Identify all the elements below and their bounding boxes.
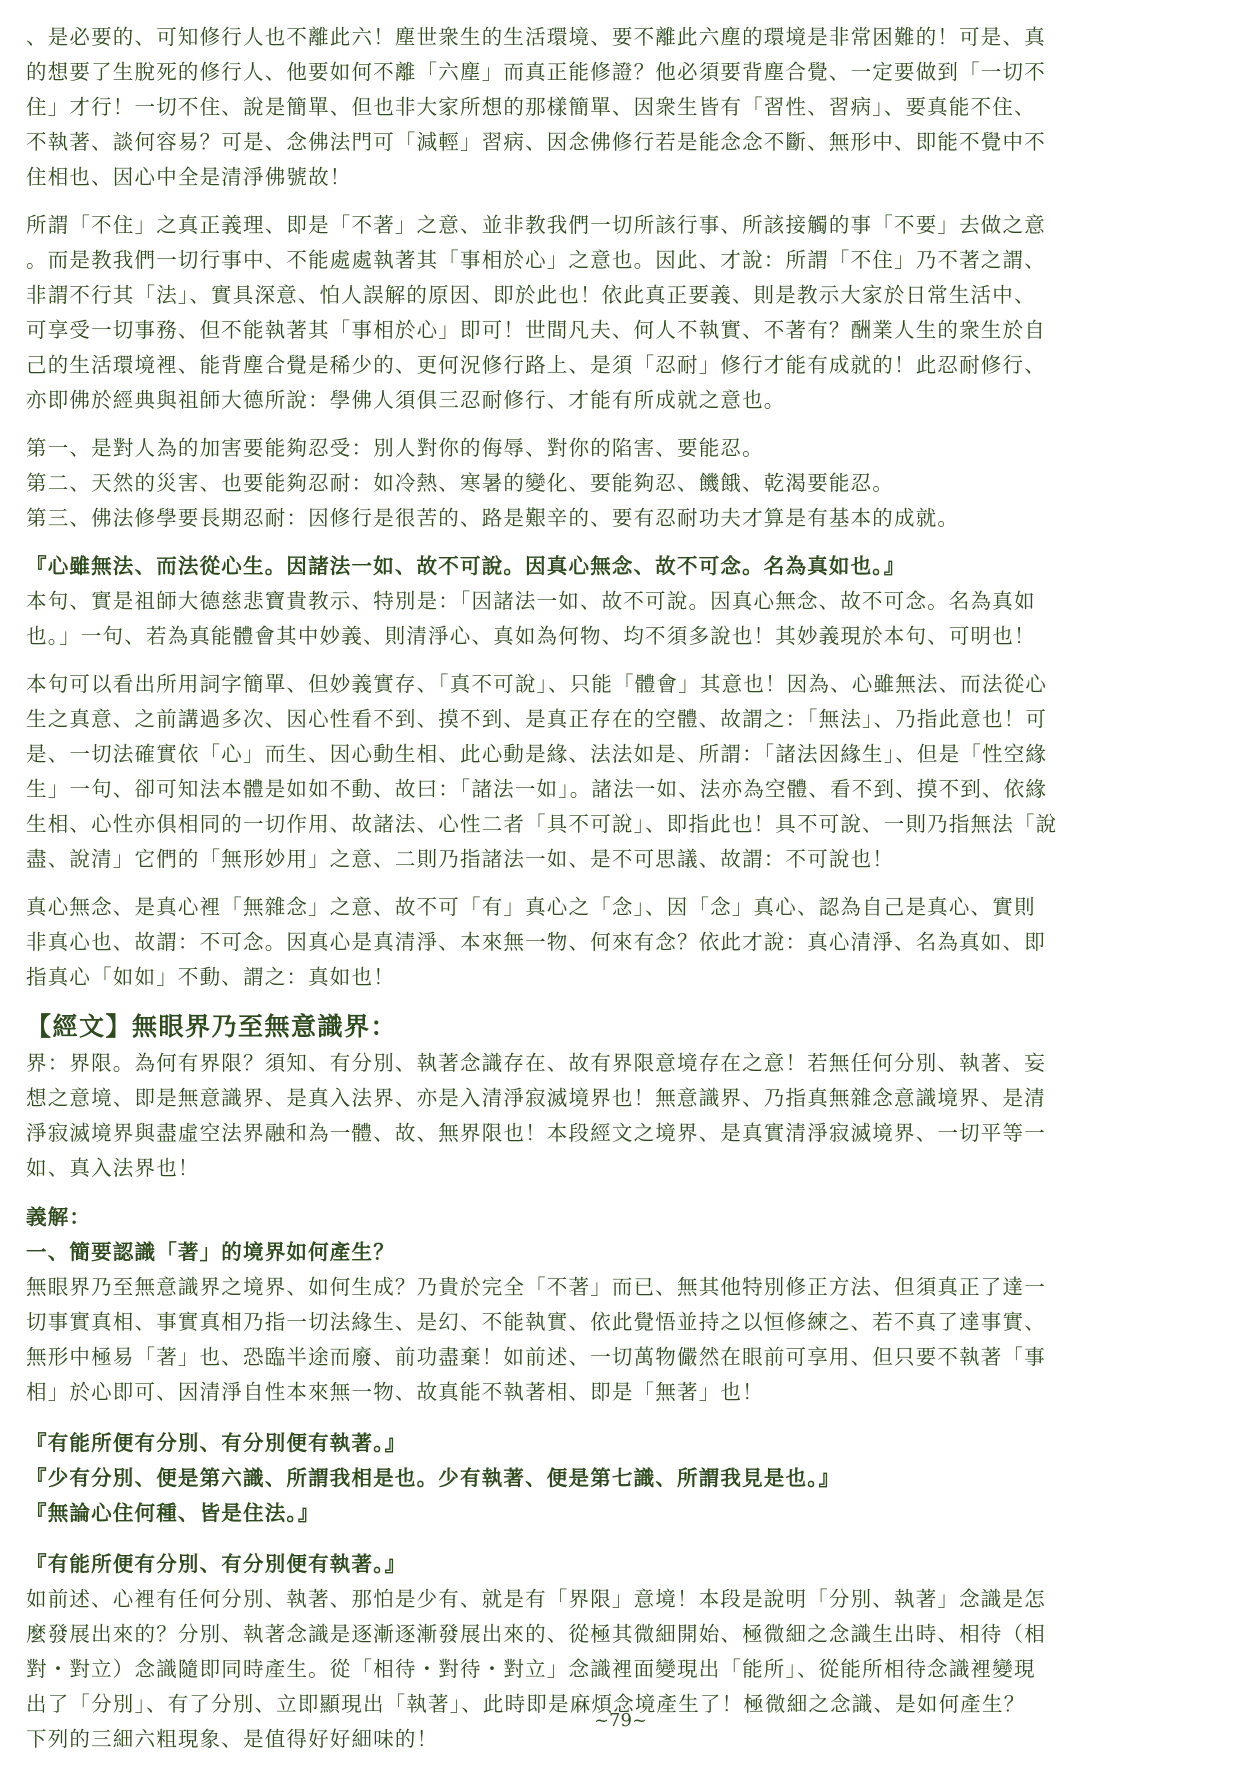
text-line: 不執著、談何容易？可是、念佛法門可「減輕」習病、因念佛修行若是能念念不斷、無形中、即能不覺中不 — [26, 130, 1046, 154]
text-line: 是、一切法確實依「心」而生、因心動生相、此心動是緣、法法如是、所謂：「諸法因緣生」、但是「性空緣 — [26, 742, 1048, 766]
text-line: 非謂不行其「法」、實具深意、怕人誤解的原因、即於此也！依此真正要義、則是教示大家於日常生活中、 — [26, 283, 1036, 307]
paragraph-2 — [26, 208, 1216, 418]
text-line: 切事實真相、事實真相乃指一切法緣生、是幻、不能執實、依此覺悟並持之以恒修練之、若不真了達事實、 — [26, 1310, 1046, 1334]
page-number: ~79~ — [593, 1710, 648, 1731]
bold-quote: 『心雖無法、而法從心生。因諸法一如、故不可說。因真心無念、故不可念。名為真如也。』 — [26, 554, 906, 578]
paragraph-quote-explanation — [26, 549, 1216, 654]
text-line: 。而是教我們一切行事中、不能處處執著其「事相於心」之意也。因此、才說：所謂「不住」乃不著之謂、 — [26, 248, 1046, 272]
text-line: 想之意境、即是無意識界、是真入法界、亦是入清淨寂滅境界也！無意識界、乃指真無雜念意識境界、是清 — [26, 1086, 1046, 1110]
text-line: 如、真入法界也！ — [26, 1156, 200, 1180]
text-line: 也。」一句、若為真能體會其中妙義、則清淨心、真如為何物、均不須多說也！其妙義現於本句、可明也！ — [26, 624, 1036, 648]
text-line: 本句可以看出所用詞字簡單、但妙義實存、「真不可說」、只能「體會」其意也！因為、心雖無法、而法從心 — [26, 672, 1048, 696]
yijie-label: 義解： — [26, 1205, 92, 1229]
text-line: 對・對立）念識隨即同時產生。從「相待・對待・對立」念識裡面變現出「能所」、從能所相待念識裡變現 — [26, 1657, 1036, 1681]
text-line: 指真心「如如」不動、謂之：真如也！ — [26, 965, 395, 989]
bold-quote: 『有能所便有分別、有分別便有執著。』 — [26, 1552, 407, 1576]
text-line: 出了「分別」、有了分別、立即顯現出「執著」、此時即是麻煩念境產生了！極微細之念識、是如何產生？ — [26, 1692, 1026, 1716]
section-paragraph — [26, 1046, 1216, 1186]
text-line: 生」一句、卻可知法本體是如如不動、故曰：「諸法一如」。諸法一如、法亦為空體、看不到、摸不到、依緣 — [26, 777, 1048, 801]
text-line: 住」才行！一切不住、說是簡單、但也非大家所想的那樣簡單、因衆生皆有「習性、習病」、要真能不住、 — [26, 95, 1036, 119]
text-line: 界：界限。為何有界限？須知、有分別、執著念識存在、故有界限意境存在之意！若無任何分別、執著、妄 — [26, 1051, 1046, 1075]
text-line: 下列的三細六粗現象、是值得好好細味的！ — [26, 1727, 439, 1751]
list-item: 第三、佛法修學要長期忍耐：因修行是很苦的、路是艱辛的、要有忍耐功夫才算是有基本的成就。 — [26, 506, 960, 530]
page-body — [26, 20, 1216, 1770]
text-line: 己的生活環境裡、能背塵合覺是稀少的、更何況修行路上、是須「忍耐」修行才能有成就的！此忍耐修行、 — [26, 353, 1046, 377]
text-line: 盡、說清」它們的「無形妙用」之意、二則乃指諸法一如、是不可思議、故謂：不可說也！ — [26, 847, 894, 871]
yijie-block — [26, 1200, 1216, 1410]
text-line: 的想要了生脫死的修行人、他要如何不離「六塵」而真正能修證？他必須要背塵合覺、一定要做到「一切不 — [26, 60, 1046, 84]
text-line: 生相、心性亦俱相同的一切作用、故諸法、心性二者「具不可說」、即指此也！具不可說、一則乃指無法「說 — [26, 812, 1058, 836]
paragraph-6 — [26, 890, 1216, 995]
bold-quote: 『少有分別、便是第六識、所謂我相是也。少有執著、便是第七識、所謂我見是也。』 — [26, 1466, 841, 1490]
text-line: 亦即佛於經典與祖師大德所說：學佛人須俱三忍耐修行、才能有所成就之意也。 — [26, 388, 786, 412]
quote-list — [26, 1426, 1216, 1531]
text-line: 淨寂滅境界與盡虛空法界融和為一體、故、無界限也！本段經文之境界、是真實清淨寂滅境界、一切平等一 — [26, 1121, 1046, 1145]
section-heading: 【經文】無眼界乃至無意識界： — [26, 1012, 398, 1041]
list-item: 第一、是對人為的加害要能夠忍受：別人對你的侮辱、對你的陷害、要能忍。 — [26, 436, 764, 460]
text-line: 可享受一切事務、但不能執著其「事相於心」即可！世間凡夫、何人不執實、不著有？酬業人生的衆生於自 — [26, 318, 1046, 342]
text-line: 所謂「不住」之真正義理、即是「不著」之意、並非教我們一切所該行事、所該接觸的事「不要」去做之意 — [26, 213, 1046, 237]
text-line: 如前述、心裡有任何分別、執著、那怕是少有、就是有「界限」意境！本段是說明「分別、執著」念識是怎 — [26, 1587, 1046, 1611]
paragraph-5 — [26, 667, 1216, 877]
text-line: 非真心也、故謂：不可念。因真心是真清淨、本來無一物、何來有念？依此才說：真心清淨、名為真如、即 — [26, 930, 1046, 954]
list-item: 第二、天然的災害、也要能夠忍耐：如冷熱、寒暑的變化、要能夠忍、饑餓、乾渴要能忍。 — [26, 471, 894, 495]
point-one-title: 一、簡要認識「著」的境界如何產生？ — [26, 1240, 395, 1264]
text-line: 相」於心即可、因清淨自性本來無一物、故真能不執著相、即是「無著」也！ — [26, 1380, 764, 1404]
text-line: 麼發展出來的？分別、執著念識是逐漸逐漸發展出來的、從極其微細開始、極微細之念識生出時、相待（相 — [26, 1622, 1046, 1646]
text-line: 本句、實是祖師大德慈悲寶貴教示、特別是：「因諸法一如、故不可說。因真心無念、故不可念。名為真如 — [26, 589, 1036, 613]
text-line: 無眼界乃至無意識界之境界、如何生成？乃貴於完全「不著」而已、無其他特別修正方法、但須真正了達一 — [26, 1275, 1046, 1299]
text-line: 無形中極易「著」也、恐臨半途而廢、前功盡棄！如前述、一切萬物儼然在眼前可享用、但只要不執著「事 — [26, 1345, 1046, 1369]
paragraph-1 — [26, 20, 1216, 195]
paragraph-three-patiences — [26, 431, 1216, 536]
text-line: 住相也、因心中全是清淨佛號故！ — [26, 165, 352, 189]
text-line: 真心無念、是真心裡「無雜念」之意、故不可「有」真心之「念」、因「念」真心、認為自己是真心、實則 — [26, 895, 1036, 919]
bold-quote: 『無論心住何種、皆是住法。』 — [26, 1501, 320, 1525]
text-line: 生之真意、之前講過多次、因心性看不到、摸不到、是真正存在的空體、故謂之：「無法」、乃指此意也！可 — [26, 707, 1048, 731]
bold-quote: 『有能所便有分別、有分別便有執著。』 — [26, 1431, 407, 1455]
text-line: 、是必要的、可知修行人也不離此六！塵世衆生的生活環境、要不離此六塵的環境是非常困難的！可是、真 — [26, 25, 1046, 49]
